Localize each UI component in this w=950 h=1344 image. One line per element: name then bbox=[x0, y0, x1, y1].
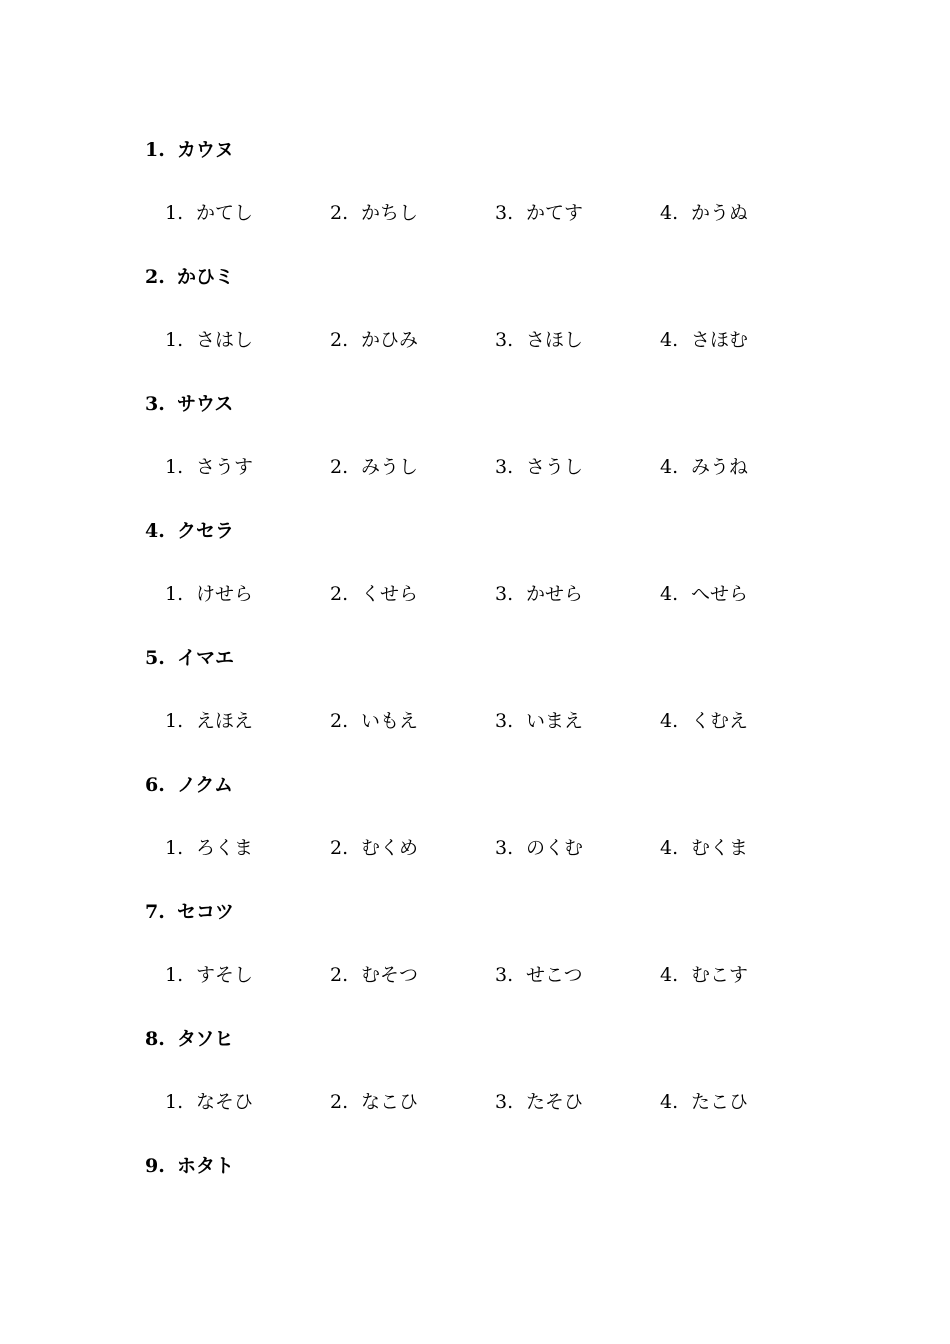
answer-options bbox=[165, 582, 845, 606]
answer-option[interactable] bbox=[330, 709, 418, 733]
question-prompt: ノクム bbox=[177, 774, 234, 796]
option-text: みうし bbox=[361, 456, 419, 478]
answer-option[interactable] bbox=[660, 836, 748, 860]
option-number: 2. bbox=[330, 837, 349, 859]
option-text: かてす bbox=[526, 202, 584, 224]
answer-option[interactable] bbox=[660, 1090, 748, 1114]
question-number: 3. bbox=[145, 393, 165, 415]
answer-option[interactable] bbox=[495, 201, 583, 225]
option-text: いもえ bbox=[361, 710, 419, 732]
answer-options bbox=[165, 455, 845, 479]
option-text: くせら bbox=[361, 583, 419, 605]
question-heading bbox=[145, 265, 234, 289]
answer-option[interactable] bbox=[660, 963, 748, 987]
answer-options bbox=[165, 201, 845, 225]
question-prompt: サウス bbox=[177, 393, 234, 415]
option-text: けせら bbox=[196, 583, 254, 605]
option-number: 1. bbox=[165, 964, 184, 986]
option-number: 1. bbox=[165, 710, 184, 732]
question-heading bbox=[145, 900, 234, 924]
option-number: 4. bbox=[660, 329, 679, 351]
answer-option[interactable] bbox=[330, 1090, 418, 1114]
answer-option[interactable] bbox=[660, 201, 748, 225]
question-number: 6. bbox=[145, 774, 165, 796]
answer-option[interactable] bbox=[330, 582, 418, 606]
answer-option[interactable] bbox=[495, 836, 583, 860]
question-heading bbox=[145, 138, 234, 162]
option-text: さうす bbox=[196, 456, 254, 478]
question-heading bbox=[145, 392, 233, 416]
option-text: さほむ bbox=[691, 329, 749, 351]
option-text: なこひ bbox=[361, 1091, 419, 1113]
option-number: 2. bbox=[330, 583, 349, 605]
option-text: ろくま bbox=[196, 837, 254, 859]
question-prompt: イマエ bbox=[177, 647, 235, 669]
option-text: かちし bbox=[361, 202, 419, 224]
option-text: むそつ bbox=[361, 964, 419, 986]
option-number: 4. bbox=[660, 202, 679, 224]
option-text: かうぬ bbox=[691, 202, 749, 224]
option-text: むくめ bbox=[361, 837, 419, 859]
option-text: むこす bbox=[691, 964, 749, 986]
answer-option[interactable] bbox=[165, 455, 253, 479]
option-number: 2. bbox=[330, 329, 349, 351]
option-number: 1. bbox=[165, 456, 184, 478]
option-number: 3. bbox=[495, 710, 514, 732]
answer-option[interactable] bbox=[495, 582, 583, 606]
answer-option[interactable] bbox=[660, 328, 748, 352]
option-text: かてし bbox=[196, 202, 254, 224]
answer-option[interactable] bbox=[165, 1090, 253, 1114]
option-number: 4. bbox=[660, 456, 679, 478]
option-number: 1. bbox=[165, 837, 184, 859]
option-text: みうね bbox=[691, 456, 749, 478]
answer-option[interactable] bbox=[165, 963, 253, 987]
option-number: 4. bbox=[660, 964, 679, 986]
option-text: さほし bbox=[526, 329, 584, 351]
answer-option[interactable] bbox=[495, 455, 583, 479]
answer-option[interactable] bbox=[165, 201, 253, 225]
option-number: 2. bbox=[330, 456, 349, 478]
question-prompt: タソヒ bbox=[177, 1028, 234, 1050]
option-text: へせら bbox=[691, 583, 749, 605]
question-number: 7. bbox=[145, 901, 165, 923]
answer-options bbox=[165, 328, 845, 352]
answer-option[interactable] bbox=[330, 201, 418, 225]
question-heading bbox=[145, 1027, 233, 1051]
answer-option[interactable] bbox=[165, 328, 253, 352]
option-number: 2. bbox=[330, 964, 349, 986]
option-text: すそし bbox=[196, 964, 254, 986]
option-text: かひみ bbox=[361, 329, 419, 351]
answer-option[interactable] bbox=[165, 836, 253, 860]
option-text: えほえ bbox=[196, 710, 254, 732]
option-text: さはし bbox=[196, 329, 254, 351]
option-number: 1. bbox=[165, 202, 184, 224]
question-number: 8. bbox=[145, 1028, 165, 1050]
option-text: さうし bbox=[526, 456, 584, 478]
option-text: いまえ bbox=[526, 710, 584, 732]
option-number: 4. bbox=[660, 583, 679, 605]
option-number: 4. bbox=[660, 1091, 679, 1113]
answer-option[interactable] bbox=[330, 963, 418, 987]
answer-option[interactable] bbox=[660, 582, 748, 606]
option-text: たこひ bbox=[691, 1091, 749, 1113]
option-text: たそひ bbox=[526, 1091, 584, 1113]
answer-options bbox=[165, 836, 845, 860]
question-heading bbox=[145, 773, 233, 797]
option-number: 1. bbox=[165, 1091, 184, 1113]
option-text: のくむ bbox=[526, 837, 584, 859]
question-number: 4. bbox=[145, 520, 165, 542]
option-text: むくま bbox=[691, 837, 749, 859]
option-text: くむえ bbox=[691, 710, 749, 732]
option-number: 3. bbox=[495, 202, 514, 224]
option-number: 2. bbox=[330, 202, 349, 224]
answer-option[interactable] bbox=[330, 328, 418, 352]
question-prompt: かひミ bbox=[177, 266, 235, 288]
option-text: なそひ bbox=[196, 1091, 254, 1113]
answer-option[interactable] bbox=[165, 709, 253, 733]
question-heading bbox=[145, 1154, 234, 1178]
answer-options bbox=[165, 963, 845, 987]
option-number: 1. bbox=[165, 583, 184, 605]
question-prompt: ホタト bbox=[177, 1155, 235, 1177]
option-text: かせら bbox=[526, 583, 584, 605]
answer-option[interactable] bbox=[495, 328, 583, 352]
option-number: 4. bbox=[660, 710, 679, 732]
option-number: 4. bbox=[660, 837, 679, 859]
option-number: 2. bbox=[330, 1091, 349, 1113]
option-text: せこつ bbox=[526, 964, 583, 986]
answer-option[interactable] bbox=[495, 1090, 583, 1114]
option-number: 3. bbox=[495, 583, 514, 605]
answer-option[interactable] bbox=[495, 963, 583, 987]
option-number: 3. bbox=[495, 456, 514, 478]
option-number: 3. bbox=[495, 837, 514, 859]
answer-option[interactable] bbox=[330, 836, 418, 860]
answer-option[interactable] bbox=[165, 582, 253, 606]
option-number: 3. bbox=[495, 1091, 514, 1113]
answer-options bbox=[165, 709, 845, 733]
question-prompt: セコツ bbox=[177, 901, 235, 923]
option-number: 2. bbox=[330, 710, 349, 732]
answer-option[interactable] bbox=[330, 455, 418, 479]
question-number: 2. bbox=[145, 266, 165, 288]
question-number: 5. bbox=[145, 647, 165, 669]
question-heading bbox=[145, 646, 234, 670]
answer-option[interactable] bbox=[660, 455, 748, 479]
answer-option[interactable] bbox=[660, 709, 748, 733]
question-prompt: クセラ bbox=[177, 520, 235, 542]
question-number: 9. bbox=[145, 1155, 165, 1177]
option-number: 3. bbox=[495, 329, 514, 351]
answer-options bbox=[165, 1090, 845, 1114]
option-number: 1. bbox=[165, 329, 184, 351]
question-prompt: カウヌ bbox=[177, 139, 234, 161]
question-heading bbox=[145, 519, 234, 543]
option-number: 3. bbox=[495, 964, 514, 986]
question-number: 1. bbox=[145, 139, 165, 161]
answer-option[interactable] bbox=[495, 709, 583, 733]
